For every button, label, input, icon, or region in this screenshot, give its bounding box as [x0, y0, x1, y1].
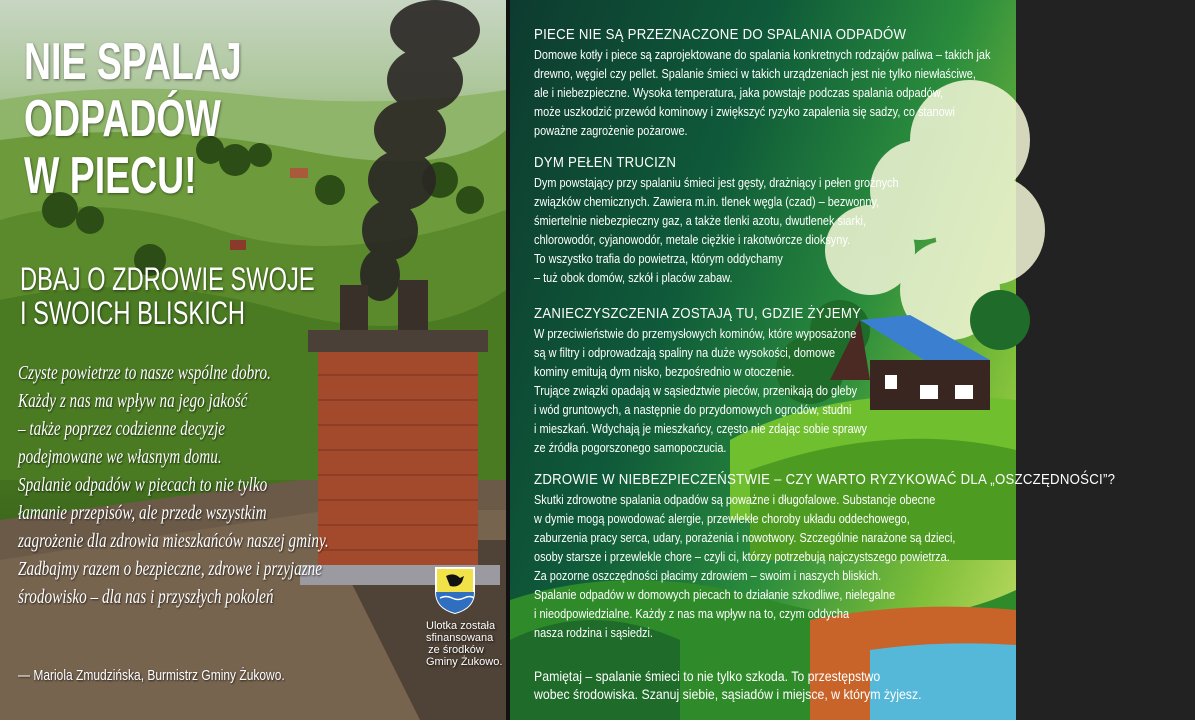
section-text [534, 45, 990, 140]
section-text [534, 173, 899, 287]
intro-text [18, 360, 361, 612]
section-heading: PIECE NIE SĄ PRZEZNACZONE DO SPALANIA ODPADÓW [534, 26, 907, 43]
text-line: kominy emitują dym nisko, bezpośrednio w otoczenie. [534, 364, 795, 379]
left-page [0, 0, 506, 720]
text-line: – tuż obok domów, szkół i placów zabaw. [534, 270, 733, 285]
title-line: NIE SPALAJ ODPADÓW [24, 33, 242, 148]
text-line: ze źródła pogorszonego samopoczucia. [534, 440, 727, 455]
text-line: Dym powstający przy spalaniu śmieci jest gęsty, drażniący i pełen groźnych [534, 175, 899, 190]
text-line: ale i niebezpieczne. Wysoka temperatura, jaka powstaje podczas spalania odpadów, [534, 85, 944, 100]
municipality-crest-icon [434, 566, 476, 614]
text-line: i mieszkań. Wdychają je mieszkańcy, często nie zdając sobie sprawy [534, 421, 867, 436]
subtitle-line: DBAJ O ZDROWIE SWOJE [20, 261, 315, 297]
intro-line: – także poprzez codzienne decyzje [18, 419, 225, 440]
section-heading: DYM PEŁEN TRUCIZN [534, 154, 677, 171]
section-text [534, 324, 867, 457]
text-line: poważne zagrożenie pożarowe. [534, 123, 688, 138]
text-line: chlorowodór, cyjanowodór, metale ciężkie i rakotwórcze dioksyny. [534, 232, 851, 247]
funding-line: ze środków [428, 644, 484, 656]
section-pollution [534, 305, 930, 457]
text-line: nasza rodzina i sąsiedzi. [534, 625, 653, 640]
title-line: W PIECU! [24, 147, 197, 205]
funding-line: Gminy Żukowo. [426, 656, 503, 668]
page-title [24, 34, 427, 205]
text-line: w dymie mogą powodować alergie, przewlekłe choroby układu oddechowego, [534, 511, 910, 526]
text-line: są w filtry i odprowadzają spaliny na duże wysokości, domowe [534, 345, 836, 360]
text-line: i nieodpowiedzialne. Każdy z nas ma wpływ na to, czym oddycha [534, 606, 850, 621]
text-line: zaburzenia pracy serca, udary, porażenia i nowotwory. Szczególnie narażone są dzieci, [534, 530, 956, 545]
text-line: To wszystko trafia do powietrza, którym oddychamy [534, 251, 783, 266]
intro-line: środowisko – dla nas i przyszłych pokoleń [18, 587, 274, 608]
intro-line: Zadbajmy razem o bezpieczne, zdrowe i przyjazne [18, 559, 323, 580]
text-line: Za pozorne oszczędności płacimy zdrowiem – swoim i naszych bliskich. [534, 568, 882, 583]
text-line: śmiertelnie niebezpieczny gaz, a także tlenki azotu, dwutlenek siarki, [534, 213, 867, 228]
text-line: związków chemicznych. Zawiera m.in. tlenek węgla (czad) – bezwonny, [534, 194, 880, 209]
funding-line: Ulotka została [426, 620, 496, 632]
closing-note [534, 667, 922, 703]
section-stoves [534, 26, 1077, 140]
section-text [534, 490, 1089, 642]
section-heading: ZANIECZYSZCZENIA ZOSTAJĄ TU, GDZIE ŻYJEMY [534, 305, 862, 322]
section-health [534, 471, 1195, 642]
intro-line: podejmowane we własnym domu. [18, 447, 222, 468]
right-page [510, 0, 1116, 720]
closing-line: Pamiętaj – spalanie śmieci to nie tylko szkoda. To przestępstwo [534, 668, 881, 684]
subtitle-line: I SWOICH BLISKICH [20, 295, 245, 331]
author-signature: — Mariola Zmudzińska, Burmistrz Gminy Żukowo. [18, 667, 285, 684]
text-line: W przeciwieństwie do przemysłowych kominów, które wyposażone [534, 326, 857, 341]
text-line: osoby starsze i przewlekle chore – czyli ci, którzy potrzebują najczystszego powietrza. [534, 549, 950, 564]
text-line: Trujące związki opadają w sąsiedztwie pieców, przenikają do gleby [534, 383, 858, 398]
intro-line: Spalanie odpadów w piecach to nie tylko [18, 475, 268, 496]
text-line: Spalanie odpadów w domowych piecach to działanie szkodliwe, nielegalne [534, 587, 896, 602]
funding-line: sfinansowana [426, 632, 494, 644]
text-line: drewno, węgiel czy pellet. Spalanie śmieci w takich urządzeniach jest nie tylko niewłaściwe, [534, 66, 976, 81]
intro-line: Czyste powietrze to nasze wspólne dobro. [18, 363, 271, 384]
closing-line: wobec środowiska. Szanuj siebie, sąsiadów i miejsce, w którym żyjesz. [534, 686, 922, 702]
section-toxic-smoke [534, 154, 968, 287]
text-line: Skutki zdrowotne spalania odpadów są poważne i długofalowe. Substancje obecne [534, 492, 936, 507]
text-line: i wód gruntowych, a następnie do przydomowych ogrodów, studni [534, 402, 852, 417]
intro-line: Każdy z nas ma wpływ na jego jakość [18, 391, 248, 412]
text-line: Domowe kotły i piece są zaprojektowane do spalania konkretnych rodzajów paliwa – takich jak [534, 47, 991, 62]
text-line: może uszkodzić przewód kominowy i zwiększyć ryzyko zapalenia się sadzy, co stanowi [534, 104, 955, 119]
intro-line: łamanie przepisów, ale przede wszystkim [18, 503, 267, 524]
section-heading: ZDROWIE W NIEBEZPIECZEŃSTWIE – CZY WARTO RYZYKOWAĆ DLA „OSZCZĘDNOŚCI”? [534, 471, 1116, 488]
funding-note [426, 620, 503, 668]
intro-line: zagrożenie dla zdrowia mieszkańców naszej gminy. [18, 531, 329, 552]
subtitle [20, 262, 331, 330]
